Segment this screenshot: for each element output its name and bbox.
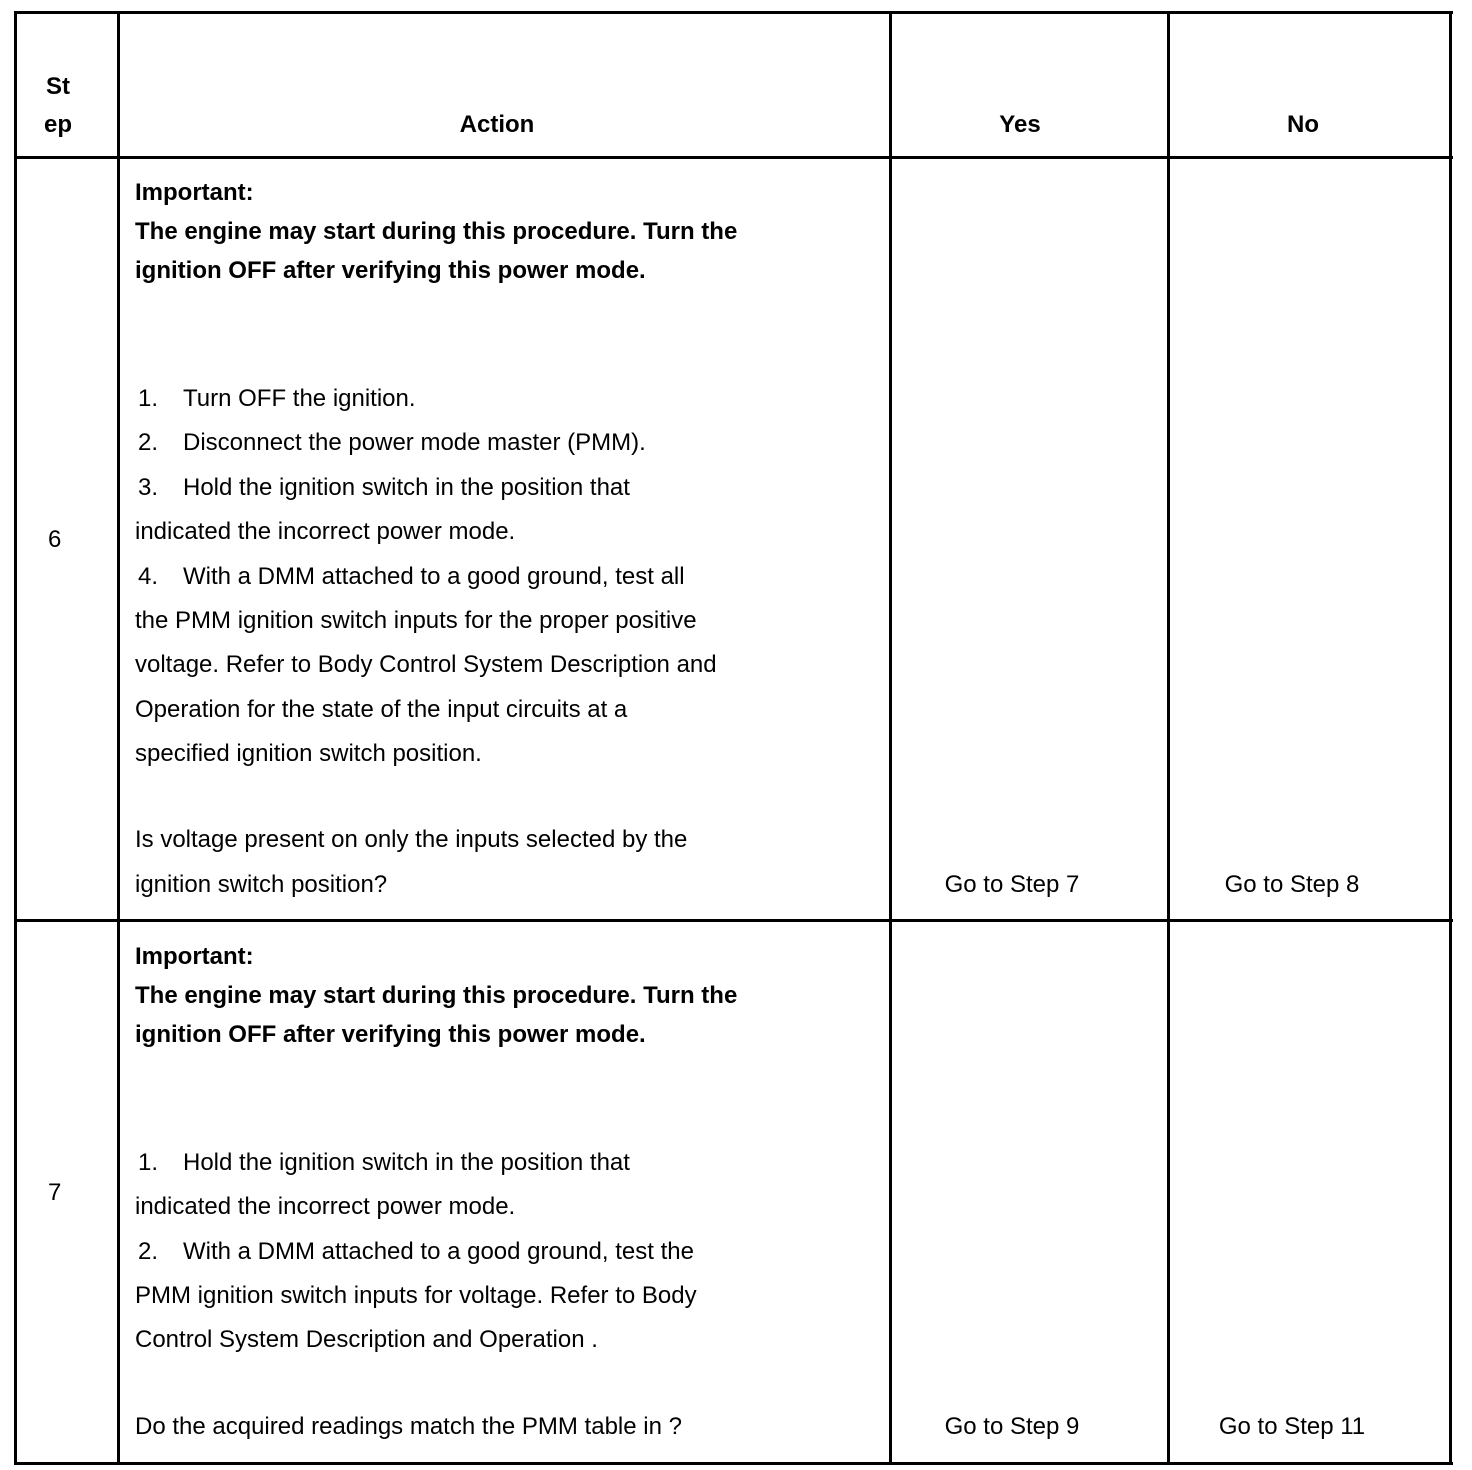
- question-text: ignition switch position?: [135, 870, 388, 898]
- table-border-bottom: [14, 1462, 1453, 1465]
- header-action: Action: [459, 111, 535, 138]
- list-item-text: Turn OFF the ignition.: [183, 385, 416, 412]
- list-item-number: 2.: [138, 429, 159, 457]
- table-border-left: [14, 11, 17, 1465]
- question-text: Is voltage present on only the inputs selected by the: [135, 826, 688, 853]
- list-item-text: Hold the ignition switch in the position that: [183, 1149, 630, 1176]
- no-result: Go to Step 11: [1218, 1413, 1366, 1440]
- list-item-number: 1.: [138, 385, 159, 412]
- list-item-text: With a DMM attached to a good ground, test all: [183, 562, 685, 590]
- important-text: ignition OFF after verifying this power mode.: [135, 257, 646, 284]
- question-text: Do the acquired readings match the PMM table in ?: [135, 1413, 682, 1440]
- list-item-text: indicated the incorrect power mode.: [135, 1193, 516, 1221]
- table-border-right: [1449, 11, 1452, 1465]
- list-item-text: specified ignition switch position.: [135, 740, 482, 768]
- list-item-number: 1.: [138, 1149, 159, 1176]
- important-text: ignition OFF after verifying this power mode.: [135, 1021, 646, 1048]
- list-item-text: Hold the ignition switch in the position that: [183, 473, 630, 501]
- list-item-number: 4.: [138, 562, 159, 590]
- list-item-number: 3.: [138, 473, 159, 501]
- yes-result: Go to Step 9: [944, 1413, 1080, 1440]
- header-no: No: [1287, 111, 1319, 138]
- column-divider: [889, 11, 892, 1465]
- important-text: The engine may start during this procedure. Turn the: [135, 982, 738, 1009]
- important-label: Important:: [135, 943, 254, 970]
- important-label: Important:: [135, 179, 254, 206]
- header-yes: Yes: [999, 111, 1041, 138]
- list-item-text: indicated the incorrect power mode.: [135, 518, 516, 546]
- header-step: St: [46, 73, 70, 100]
- table-border-top: [14, 11, 1453, 14]
- column-divider: [1167, 11, 1170, 1465]
- list-item-text: With a DMM attached to a good ground, test the: [183, 1237, 694, 1265]
- list-item-text: Control System Description and Operation .: [135, 1326, 598, 1354]
- list-item-text: Disconnect the power mode master (PMM).: [183, 429, 646, 457]
- no-result: Go to Step 8: [1224, 871, 1360, 898]
- header-divider: [14, 156, 1453, 159]
- list-item-text: Operation for the state of the input circuits at a: [135, 695, 628, 723]
- step-number: 7: [48, 1179, 62, 1206]
- list-item-text: PMM ignition switch inputs for voltage. Refer to Body: [135, 1281, 697, 1309]
- row-divider: [14, 919, 1453, 922]
- list-item-text: voltage. Refer to Body Control System Description and: [135, 651, 717, 679]
- header-step: ep: [44, 111, 73, 138]
- step-number: 6: [48, 526, 62, 553]
- important-text: The engine may start during this procedure. Turn the: [135, 218, 738, 245]
- list-item-number: 2.: [138, 1237, 159, 1265]
- list-item-text: the PMM ignition switch inputs for the proper positive: [135, 607, 697, 634]
- column-divider: [117, 11, 120, 1465]
- yes-result: Go to Step 7: [944, 871, 1080, 898]
